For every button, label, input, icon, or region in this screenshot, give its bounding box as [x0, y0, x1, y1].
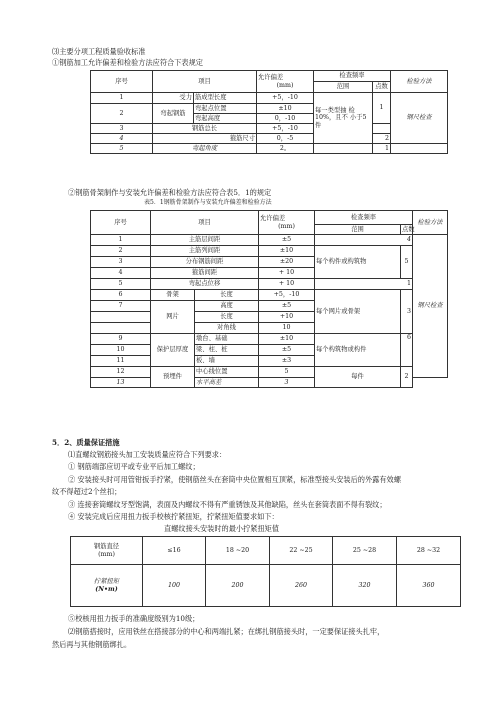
table2-row-item: 高度: [195, 301, 259, 312]
table1-r3-item: 钢筋总长: [153, 124, 257, 134]
table2-row-no: 11: [91, 356, 151, 367]
table1-r3-no: 3: [91, 124, 153, 134]
table2-row-item: 墩台、基础: [195, 334, 259, 345]
table2-header-no: 序号: [91, 211, 151, 235]
table1-r5-no: 5: [91, 144, 153, 154]
table3-torque: 100: [143, 565, 206, 607]
table1-r5-points: 1: [373, 144, 391, 154]
table3-header-torque-unit: (N•m): [95, 585, 118, 593]
table3-header-diameter-label: 钢筋直径: [93, 542, 120, 550]
table1-header-points: 点数: [373, 82, 391, 93]
table2-row-no: 12: [91, 367, 151, 378]
table2-header-method: 检验方法: [413, 211, 448, 235]
table1-r4-no: 4: [91, 134, 153, 144]
torque-table: [70, 536, 461, 607]
table2-row-item: 板、墙: [195, 356, 259, 367]
table2-range-a: 每个构件或构筑物: [315, 246, 401, 279]
table1-r2-item-a: 弯起点位置: [194, 104, 257, 114]
table2-row-category: 保护层厚度: [151, 334, 195, 367]
table2-row-deviation: ±20: [259, 257, 315, 268]
rebar-processing-table: [90, 70, 448, 154]
table1-r4-item: 箍筋尺寸: [153, 134, 257, 144]
paragraph-table2-intro: ②钢筋骨架制作与安装允许偏差和检验方法应符合表5．1的规定: [68, 188, 272, 197]
table2-row-item: 长度: [195, 312, 259, 323]
table2-row-category: 网片: [151, 301, 195, 334]
table2-row-item: 中心线位置: [195, 367, 259, 378]
table1-r5-blank: [314, 144, 373, 154]
table1-header-no: 序号: [91, 71, 153, 93]
table2-row-points: 3: [401, 290, 413, 334]
paragraph-6: ⑤校核用扭力扳手的准确度级别为10级；: [68, 614, 200, 623]
table2-row-category: 预埋件: [151, 367, 195, 388]
table2-row-points: 1: [401, 279, 413, 290]
table2-method: 钢尺检查: [413, 235, 448, 378]
rebar-cage-table: [90, 210, 448, 388]
table2-row-deviation: ±3: [259, 356, 315, 367]
table1-r1-no: 1: [91, 93, 153, 104]
table2-header-frequency: 检查频率: [315, 211, 413, 225]
table1-header-method: 检验方法: [391, 71, 448, 93]
table2-row-points: 2: [401, 367, 413, 388]
table2-row-item: 主筋列间距: [151, 246, 259, 257]
table1-r2-deviation-a: ±10: [257, 104, 314, 114]
table2-row-item: 梁、柱、桩: [195, 345, 259, 356]
paragraph-2: ① 钢筋端部应切平或专业平后加工螺纹；: [68, 462, 200, 471]
table2-row-deviation: ±10: [259, 334, 315, 345]
table2-row-deviation: +5，-10: [259, 290, 315, 301]
table2-row-no: 5: [91, 279, 151, 290]
table1-header-deviation: [257, 71, 314, 93]
table3-torque: 320: [333, 565, 397, 607]
table2-row-deviation: ±5: [259, 235, 315, 246]
table1-header-range: 范围: [314, 82, 373, 93]
table2-row-deviation: + 10: [259, 268, 315, 279]
table2-row-deviation: + 10: [259, 279, 315, 290]
table2-row-points: 6: [401, 334, 413, 367]
table3-diameter: ≤16: [143, 537, 206, 565]
table3-torque: 360: [397, 565, 461, 607]
table2-row-deviation: 3: [259, 378, 315, 388]
table2-row-no: 2: [91, 246, 151, 257]
table1-r5-item: 弯起角度: [153, 144, 257, 154]
paragraph-7b: 然后再与其他钢筋绑扎。: [52, 640, 132, 649]
table3-diameter: 18 ~20: [206, 537, 270, 565]
section-heading: 5．2、质量保证措施: [52, 438, 120, 447]
paragraph-table1-intro: ①钢筋加工允许偏差和检验方法应符合下表规定: [52, 58, 203, 67]
table2-header-item: 项目: [151, 211, 259, 235]
table1-r1-category: 受力: [153, 93, 194, 104]
table2-row-deviation: 10: [259, 323, 315, 334]
table2-row-item: 水平高差: [195, 378, 259, 388]
table1-r4-points: 2: [373, 134, 391, 144]
table1-r1-deviation: +5，-10: [257, 93, 314, 104]
table3-diameter: 28 ~32: [397, 537, 461, 565]
table2-row-item: 主筋层间距: [151, 235, 259, 246]
table2-row-no-blank: [91, 323, 151, 334]
table2-row-no: 9: [91, 334, 151, 345]
table1-method: 钢尺检查: [391, 93, 448, 144]
table1-header-deviation-label: 允许偏差: [258, 73, 284, 81]
table3-torque: 260: [270, 565, 333, 607]
table2-row-no: 4: [91, 268, 151, 279]
table2-row-item: 分布钢筋间距: [151, 257, 259, 268]
table2-row-no: 3: [91, 257, 151, 268]
table2-caption: 表5．1钢筋骨架制作与安装允许偏差和检验方法: [144, 199, 272, 206]
table1-header-frequency: 检查频率: [314, 71, 391, 82]
table2-range-b: 每个网片或骨架: [315, 290, 401, 334]
table2-row-no: 10: [91, 345, 151, 356]
table1-r3-deviation: +5，-10: [257, 124, 314, 134]
table2-header-deviation: [259, 211, 315, 235]
table2-row-no: 6: [91, 290, 151, 301]
table3-title: 直螺纹接头安装时的最小拧紧扭矩值: [164, 524, 280, 533]
table3-diameter: 25 ~28: [333, 537, 397, 565]
table2-row-points: 4: [401, 235, 413, 246]
table1-r2-no: 2: [91, 104, 153, 124]
table2-row-no: 13: [91, 378, 151, 388]
paragraph-3b: 纹不得超过2个丝扣；: [52, 487, 122, 496]
table2-row-deviation: 5: [259, 367, 315, 378]
subsection-title: ⑶主要分项工程质量验收标准: [52, 47, 146, 56]
table1-header-deviation-unit: (mm): [276, 81, 294, 89]
table2-row-deviation: ±5: [259, 301, 315, 312]
table2-row-no-blank: [91, 312, 151, 323]
table2-row-item: 弯起点位移: [151, 279, 259, 290]
table2-header-range: 范围: [315, 225, 401, 235]
table2-row-category: 骨架: [151, 290, 195, 301]
table2-row-no: 1: [91, 235, 151, 246]
table1-r4-deviation: 0，-5: [257, 134, 314, 144]
table2-range-d: 每件: [315, 367, 401, 388]
table1-r2-category: 弯起钢筋: [153, 104, 194, 124]
table2-row-points: 5: [401, 246, 413, 279]
table1-r5-method-blank: [391, 144, 448, 154]
table1-r2-item-b: 弯起高度: [194, 114, 257, 124]
table3-header-diameter: [71, 537, 143, 565]
table3-torque: 200: [206, 565, 270, 607]
table3-header-diameter-unit: (mm): [98, 550, 115, 558]
table2-range-blank: [315, 235, 401, 246]
table2-row-item: 长度: [195, 290, 259, 301]
table2-row-deviation: ±5: [259, 345, 315, 356]
table2-row-item: 箍筋间距: [151, 268, 259, 279]
table2-row-deviation: +10: [259, 312, 315, 323]
paragraph-5: ④ 安装完成后应用扭力扳手校核拧紧扭矩，拧紧扭矩值要求如下：: [68, 512, 279, 521]
table3-diameter: 22 ~25: [270, 537, 333, 565]
paragraph-4: ③ 连接套筒螺纹牙型饱满，表面及内螺纹不得有严重锈蚀及其他缺陷，丝头在套筒表面不得有裂纹；: [68, 500, 387, 509]
table2-header-deviation-unit: (mm): [278, 222, 295, 230]
table2-row-no: 7: [91, 301, 151, 312]
table1-r1-item: 筋成型长度: [194, 93, 257, 104]
table1-points-main: 1: [373, 93, 391, 124]
table3-header-torque: [71, 565, 143, 607]
table2-header-deviation-label: 允许偏差: [260, 215, 286, 222]
table2-header-points: 点数: [402, 225, 415, 233]
table2-range-blank: [315, 279, 401, 290]
table3-header-torque-label: 拧紧扭矩: [93, 577, 120, 585]
table1-r5-deviation: 2。: [257, 144, 314, 154]
paragraph-1: ⑴直螺纹钢筋接头加工安装质量应符合下列要求：: [68, 450, 227, 459]
table2-row-item: 对角线: [195, 323, 259, 334]
paragraph-3a: ② 安装接头时可用管钳扳手拧紧，使钢筋丝头在套筒中央位置相互顶紧，标准型接头安装后的外露有效螺: [68, 475, 401, 484]
table2-row-deviation: ±10: [259, 246, 315, 257]
table1-range: 每一类型抽 检10%，且不 小于5件: [314, 93, 373, 144]
table2-range-c: 每个构筑物或构件: [315, 334, 401, 367]
table1-r2-deviation-b: 0，-10: [257, 114, 314, 124]
table1-header-item: 项目: [153, 71, 257, 93]
paragraph-7a: ⑵钢筋搭接时，应用铁丝在搭接部分的中心和两端扎紧；在绑扎钢筋接头时，一定要保证接头扎牢，: [68, 627, 385, 636]
